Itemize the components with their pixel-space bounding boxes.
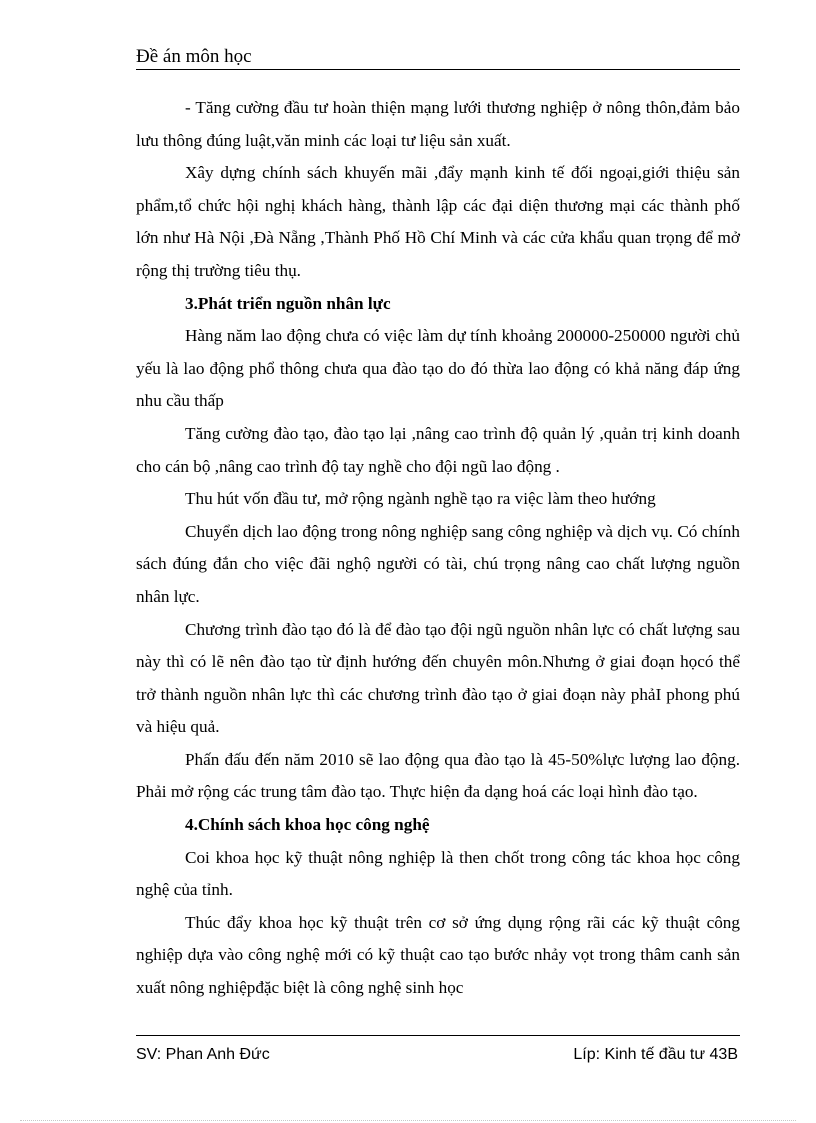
section-heading: 4.Chính sách khoa học công nghệ: [185, 815, 430, 835]
paragraph: Thu hút vốn đầu tư, mở rộng ngành nghề tạo ra việc làm theo hướng: [185, 489, 656, 509]
paragraph: Xây dựng chính sách khuyến mãi ,đẩy mạnh kinh tế đối ngoại,giới thiệu sản phẩm,tổ chức hội nghị khách hàng, thành lập các đại diện thương mại các thành phố lớn như Hà Nội ,Đà Nẵng ,Thành Phố Hồ Chí Minh và các cửa khẩu quan trọng để mở rộng thị trường tiêu thụ.: [136, 163, 740, 280]
page-bottom-edge: [20, 1120, 796, 1121]
paragraph: Tăng cường đào tạo, đào tạo lại ,nâng cao trình độ quản lý ,quản trị kinh doanh cho cán bộ ,nâng cao trình độ tay nghề cho đội ngũ lao động .: [136, 423, 740, 476]
paragraph: Thúc đẩy khoa học kỹ thuật trên cơ sở ứng dụng rộng rãi các kỹ thuật công nghiệp dựa vào công nghệ mới có kỹ thuật cao tạo bước nhảy vọt trong thâm canh sản xuất nông nghiệpđặc biệt là công nghệ sinh học: [136, 912, 740, 998]
section-heading: 3.Phát triển nguồn nhân lực: [185, 293, 391, 313]
page-header-title: Đề án môn học: [136, 46, 252, 67]
footer-class-name: Líp: Kinh tế đầu tư 43B: [573, 1046, 738, 1063]
document-body: [136, 92, 740, 1005]
paragraph: Phấn đấu đến năm 2010 sẽ lao động qua đào tạo là 45-50%lực lượng lao động. Phải mở rộng các trung tâm đào tạo. Thực hiện đa dạng hoá các loại hình đào tạo.: [136, 749, 740, 802]
paragraph: Hàng năm lao động chưa có việc làm dự tính khoảng 200000-250000 người chủ yếu là lao động phổ thông chưa qua đào tạo do đó thừa lao động có khả năng đáp ứng nhu cầu thấp: [136, 326, 740, 411]
paragraph: Chương trình đào tạo đó là để đào tạo đội ngũ nguồn nhân lực có chất lượng sau này thì có lẽ nên đào tạo từ định hướng đến chuyên môn.Nhưng ở giai đoạn họcó thể trở thành nguồn nhân lực thì các chương trình đào tạo ở giai đoạn này phảI phong phú và hiệu quả.: [136, 619, 740, 737]
header-divider: [136, 69, 740, 70]
paragraph: Chuyển dịch lao động trong nông nghiệp sang công nghiệp và dịch vụ. Có chính sách đúng đắn cho việc đãi nghộ người có tài, chú trọng nâng cao chất lượng nguồn nhân lực.: [136, 521, 740, 606]
paragraph: - Tăng cường đầu tư hoàn thiện mạng lưới thương nghiệp ở nông thôn,đảm bảo lưu thông đúng luật,văn minh các loại tư liệu sản xuất.: [136, 98, 740, 150]
footer-student-name: SV: Phan Anh Đức: [136, 1046, 270, 1063]
footer-divider: [136, 1035, 740, 1036]
paragraph: Coi khoa học kỹ thuật nông nghiệp là then chốt trong công tác khoa học công nghệ của tỉnh.: [136, 847, 740, 900]
